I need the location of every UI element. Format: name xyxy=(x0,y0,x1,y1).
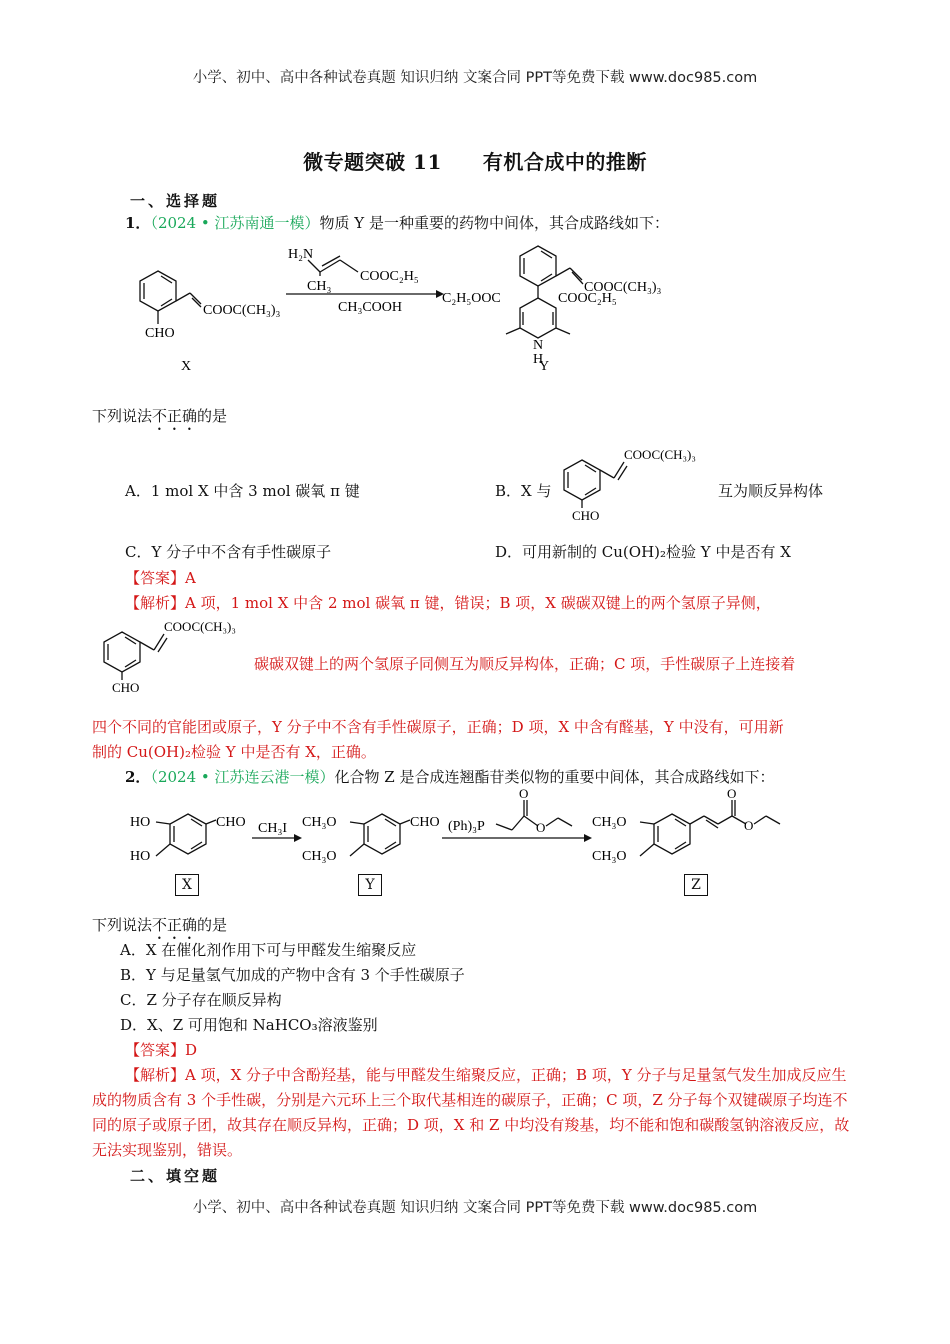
q1-answer: 【答案】A xyxy=(125,569,196,587)
q1-option-b-structure xyxy=(550,440,720,530)
q1-reagent-ch3: CH₃ xyxy=(307,279,332,294)
q1-option-b-pre: B．X 与 xyxy=(495,482,552,500)
q1-explanation-line4: 制的 Cu(OH)₂检验 Y 中是否有 X，正确。 xyxy=(92,743,376,761)
q1-option-d: D．可用新制的 Cu(OH)₂检验 Y 中是否有 X xyxy=(495,543,791,561)
q2-x-ring xyxy=(156,814,216,856)
q1-option-b-ester: COOC(CH₃)₃ xyxy=(624,447,696,462)
q2-option-c: C．Z 分子存在顺反异构 xyxy=(120,991,282,1009)
q2-prompt-emph: 不正确 xyxy=(152,916,198,934)
q1-explanation-line3: 四个不同的官能团或原子，Y 分子中不含有手性碳原子，正确；D 项，X 中含有醛基，Y 中没有，可用新 xyxy=(92,718,784,736)
q1-x-structure xyxy=(140,271,201,324)
q1-reagent-bonds xyxy=(308,256,358,276)
q1-reagent-acid: CH₃COOH xyxy=(338,300,402,315)
q1-prompt xyxy=(92,404,227,434)
q2-number: 2． xyxy=(125,768,151,786)
q2-z-ether-o: O xyxy=(744,818,754,833)
q1-reagent-ester: COOC₂H₅ xyxy=(360,269,419,284)
section-heading-fill: 二、填空题 xyxy=(130,1167,221,1185)
q2-label-x: X xyxy=(175,874,199,896)
q1-option-c: C．Y 分子中不含有手性碳原子 xyxy=(125,543,332,561)
q1-y-left-ester: C₂H₅OOC xyxy=(442,291,501,306)
q1-explanation-line2: 碳碳双键上的两个氢原子同侧互为顺反异构体，正确；C 项，手性碳原子上连接着 xyxy=(254,655,796,673)
q1-explanation-cho: CHO xyxy=(112,680,140,695)
q2-option-a: A．X 在催化剂作用下可与甲醛发生缩聚反应 xyxy=(120,941,417,959)
q2-option-b: B．Y 与足量氢气加成的产物中含有 3 个手性碳原子 xyxy=(120,966,465,984)
q2-y-cho: CHO xyxy=(410,815,440,830)
q2-z-carbonyl-o: O xyxy=(727,786,737,801)
q1-option-b-cho: CHO xyxy=(572,508,600,523)
section-heading-choice: 一、选择题 xyxy=(130,192,221,210)
q1-prompt-emph: 不正确 xyxy=(152,407,198,425)
page-footer: 小学、初中、高中各种试卷真题 知识归纳 文案合同 PPT等免费下载 www.doc985.com xyxy=(192,1200,758,1216)
q2-reagent-2: (Ph)₃P xyxy=(448,819,485,834)
page-header: 小学、初中、高中各种试卷真题 知识归纳 文案合同 PPT等免费下载 www.doc985.com xyxy=(192,70,758,86)
q2-x-ho-top: HO xyxy=(130,815,151,830)
q2-answer: 【答案】D xyxy=(125,1041,198,1059)
q1-source: （2024 • 江苏南通一模） xyxy=(150,214,320,232)
page-title: 微专题突破 11 有机合成中的推断 xyxy=(303,150,647,174)
q1-y-ester: COOC(CH₃)₃ xyxy=(584,280,662,295)
q1-option-a: A．1 mol X 中含 3 mol 碳氧 π 键 xyxy=(125,482,360,500)
q2-label-y: Y xyxy=(358,874,382,896)
q2-prompt-post: 的是 xyxy=(197,916,228,934)
q2-y-meo-bottom: CH₃O xyxy=(302,849,337,864)
q2-y-ring xyxy=(350,814,410,856)
q2-prompt-pre: 下列说法 xyxy=(92,916,153,934)
q2-reagent-2-bonds xyxy=(496,800,572,830)
q1-y-label: Y xyxy=(539,359,550,374)
q2-reagent-1: CH₃I xyxy=(258,821,287,836)
q1-stem xyxy=(125,211,669,236)
q2-z-structure xyxy=(640,800,780,856)
q2-reagent-2-ether-o: O xyxy=(536,820,546,835)
q2-x-cho: CHO xyxy=(216,815,246,830)
q1-explanation-structure xyxy=(90,612,260,702)
q2-reagent-2-carbonyl-o: O xyxy=(519,786,529,801)
q1-prompt-post: 的是 xyxy=(197,407,228,425)
q2-label-z: Z xyxy=(684,874,708,896)
q2-option-d: D．X、Z 可用饱和 NaHCO₃溶液鉴别 xyxy=(120,1016,378,1034)
q2-z-meo-bottom: CH₃O xyxy=(592,849,627,864)
q1-y-right-ester: COOC₂H₅ xyxy=(558,291,617,306)
q1-y-nitrogen: N xyxy=(533,338,544,353)
q1-reaction-scheme xyxy=(110,236,710,376)
q2-z-meo-top: CH₃O xyxy=(592,815,627,830)
q2-x-ho-bottom: HO xyxy=(130,849,151,864)
q1-explanation-line1: 【解析】A 项，1 mol X 中含 2 mol 碳氧 π 键，错误；B 项，X 碳碳双键上的两个氢原子异侧， xyxy=(125,594,771,612)
q2-source: （2024 • 江苏连云港一模） xyxy=(150,768,335,786)
q1-reagent-nh2: H₂N xyxy=(288,247,314,262)
q2-y-meo-top: CH₃O xyxy=(302,815,337,830)
q1-explanation-ester: COOC(CH₃)₃ xyxy=(164,619,236,634)
q2-stem-text: 化合物 Z 是合成连翘酯苷类似物的重要中间体，其合成路线如下： xyxy=(334,768,775,786)
q1-stem-text: 物质 Y 是一种重要的药物中间体，其合成路线如下： xyxy=(319,214,669,232)
q1-y-hydrogen: H xyxy=(533,352,544,367)
q1-prompt-pre: 下列说法 xyxy=(92,407,153,425)
q1-number: 1． xyxy=(125,214,151,232)
q1-x-label: X xyxy=(181,359,192,374)
q1-option-b-post: 互为顺反异构体 xyxy=(718,482,824,500)
q1-x-cho: CHO xyxy=(145,326,175,341)
q1-x-ester: COOC(CH₃)₃ xyxy=(203,303,281,318)
q2-explanation: 【解析】A 项，X 分子中含酚羟基，能与甲醛发生缩聚反应，正确；B 项，Y 分子与足量氢气发生加成反应生成的物质含有 3 个手性碳，分别是六元环上三个取代基相连的碳原子，正确；C 项，Z 分子每个双键碳原子均连不同的原子或原子团，故其存在顺反异构，正确；D 项，X 和 Z 中均没有羧基，均不能和饱和碳酸氢钠溶液反应，故无法实现鉴别，错误。 xyxy=(92,1066,850,1159)
